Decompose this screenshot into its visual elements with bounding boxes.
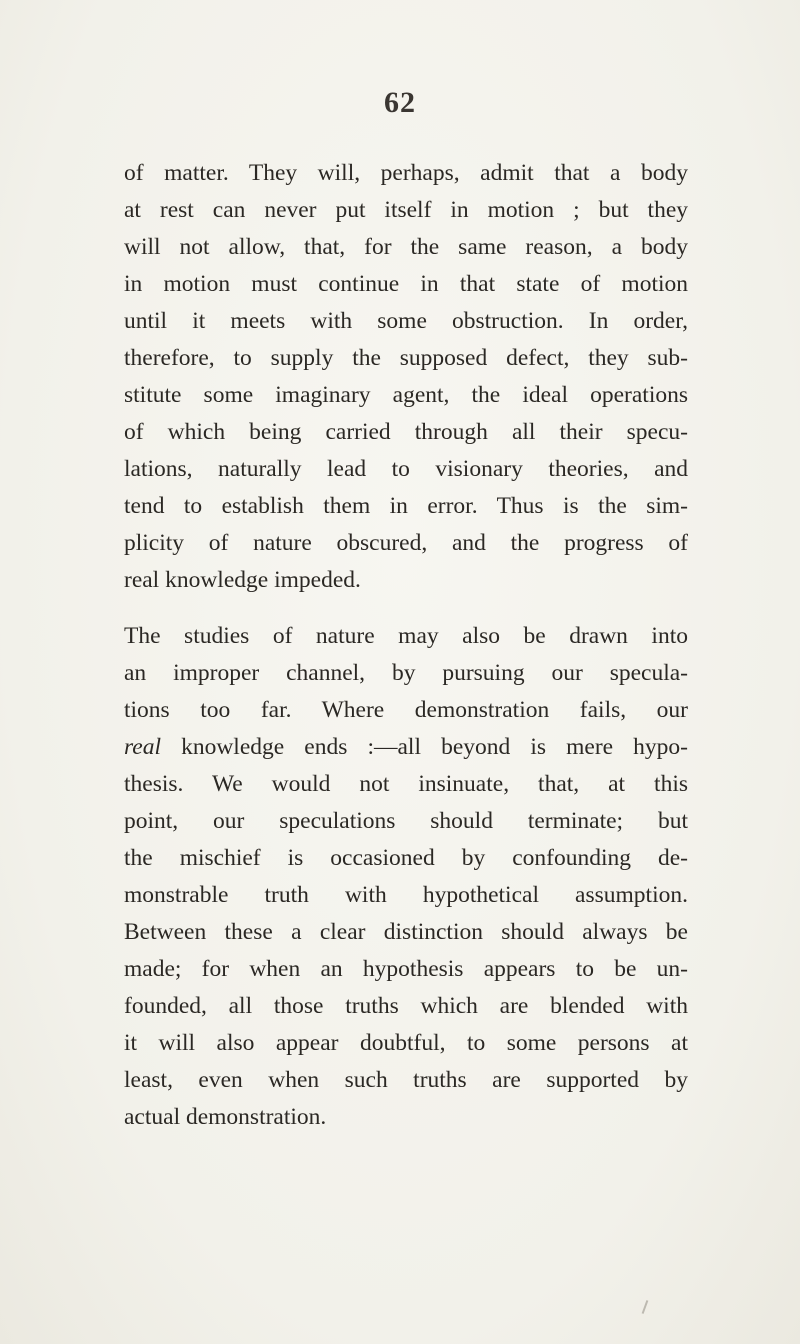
text-line: Between these a clear distinction should always be [124,919,688,945]
text-line: lations, naturally lead to visionary theories, and [124,456,688,482]
text-line: thesis. We would not insinuate, that, at this [124,771,688,797]
text-line: monstrable truth with hypothetical assumption. [124,882,688,908]
text-line: founded, all those truths which are blended with [124,993,688,1019]
text-line: real knowledge impeded. [124,567,361,593]
text-line: at rest can never put itself in motion ; but they [124,197,688,223]
text-line: made; for when an hypothesis appears to be un- [124,956,688,982]
text-line: of matter. They will, perhaps, admit that a body [124,160,688,186]
text-line: actual demonstration. [124,1104,327,1130]
text-line: tions too far. Where demonstration fails, our [124,697,688,723]
text-line: The studies of nature may also be drawn into [124,623,688,649]
text-line: of which being carried through all their specu- [124,419,688,445]
text-line: the mischief is occasioned by confounding de- [124,845,688,871]
text-line: least, even when such truths are supported by [124,1067,688,1093]
text-line [124,729,688,765]
text-line-rest: knowledge ends :—all beyond is mere hypo- [160,734,688,760]
italic-word: real [124,734,161,760]
text-line: in motion must continue in that state of motion [124,271,688,297]
text-line: tend to establish them in error. Thus is the sim- [124,493,688,519]
text-line: until it meets with some obstruction. In order, [124,308,688,334]
text-line: it will also appear doubtful, to some persons at [124,1030,688,1056]
text-line: stitute some imaginary agent, the ideal operations [124,382,688,408]
text-line: point, our speculations should terminate; but [124,808,688,834]
paper-mark [642,1300,649,1314]
text-line: plicity of nature obscured, and the progress of [124,530,688,556]
text-line: an improper channel, by pursuing our specula- [124,660,688,686]
text-line: will not allow, that, for the same reason, a body [124,234,688,260]
text-line: therefore, to supply the supposed defect, they sub- [124,345,688,371]
page-number: 62 [384,86,416,119]
